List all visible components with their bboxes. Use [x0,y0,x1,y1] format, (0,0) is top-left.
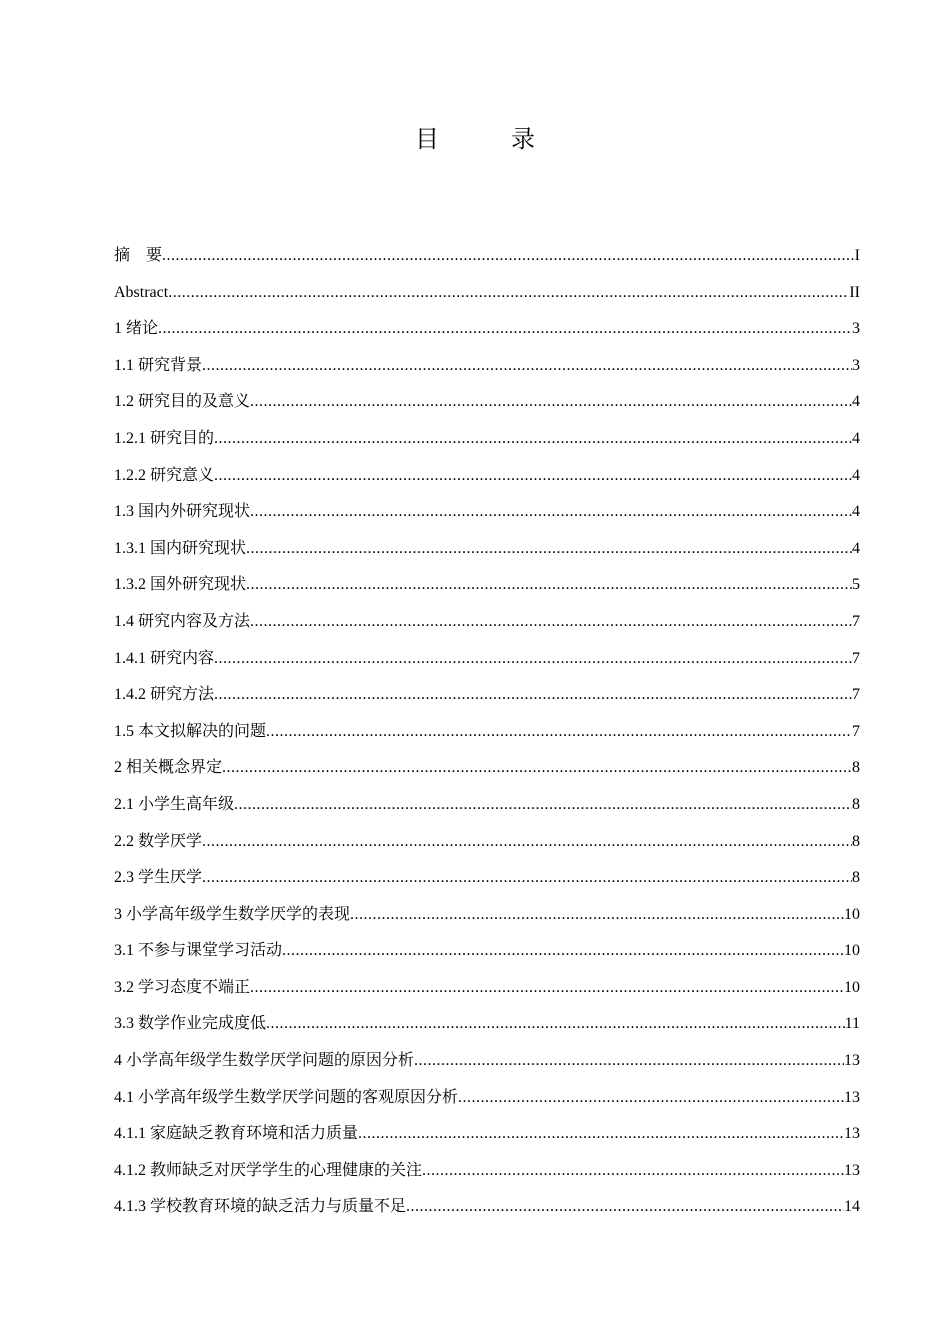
toc-dot-leader [162,244,855,268]
toc-title: 目 录 [415,127,559,153]
toc-entry-label: 4.1.1 家庭缺乏教育环境和活力质量 [114,1125,359,1143]
toc-dot-leader [358,1122,844,1146]
toc-entry[interactable] [114,976,860,1013]
toc-entry-label: 1 绪论 [114,320,159,338]
toc-entry-label: 1.3.2 国外研究现状 [114,576,247,594]
toc-entry[interactable] [114,464,860,501]
toc-entry-label: 摘 要 [114,247,163,264]
toc-entry-page: 4 [852,429,860,447]
toc-dot-leader [422,1159,844,1183]
toc-entry-page: 10 [844,942,860,960]
toc-entry-page: 11 [844,1015,860,1033]
toc-entry-label: 4.1.3 学校教育环境的缺乏活力与质量不足 [114,1198,407,1216]
toc-dot-leader [214,647,852,671]
toc-entry-label: 1.4 研究内容及方法 [114,612,251,630]
toc-entry-label: 1.2 研究目的及意义 [114,393,251,411]
toc-entry[interactable] [114,1049,860,1086]
toc-entry-page: 4 [852,503,860,521]
toc-dot-leader [414,1049,844,1073]
toc-entry-label: 1.4.2 研究方法 [114,686,215,704]
toc-entry[interactable] [114,1195,860,1232]
toc-entry[interactable] [114,1086,860,1123]
toc-entry[interactable] [114,427,860,464]
toc-entry-page: 4 [852,466,860,484]
toc-entry[interactable] [114,939,860,976]
toc-entry[interactable] [114,756,860,793]
toc-dot-leader [222,756,852,780]
toc-entry[interactable] [114,537,860,574]
toc-entry-page: 8 [852,869,860,887]
toc-dot-leader [214,427,852,451]
toc-entry-page: 7 [852,612,860,630]
toc-entry-label: 1.3.1 国内研究现状 [114,539,247,557]
toc-entry[interactable] [114,500,860,537]
toc-entry-label: 1.3 国内外研究现状 [114,503,251,521]
toc-entry-label: 1.2.1 研究目的 [114,429,215,447]
table-of-contents [114,244,860,1232]
toc-dot-leader [246,537,852,561]
toc-dot-leader [202,354,852,378]
toc-dot-leader [214,464,852,488]
toc-dot-leader [350,903,844,927]
toc-entry-page: I [854,247,860,264]
toc-dot-leader [250,500,852,524]
toc-entry-label: 4 小学高年级学生数学厌学问题的原因分析 [114,1052,415,1070]
toc-entry-page: 4 [852,393,860,411]
toc-entry[interactable] [114,793,860,830]
toc-entry-page: 13 [844,1161,860,1179]
toc-entry-label: 1.5 本文拟解决的问题 [114,722,267,740]
toc-entry-label: 4.1.2 教师缺乏对厌学学生的心理健康的关注 [114,1161,423,1179]
toc-entry-label: 1.4.1 研究内容 [114,649,215,667]
toc-dot-leader [202,866,852,890]
toc-entry[interactable] [114,903,860,940]
toc-dot-leader [234,793,852,817]
toc-entry[interactable] [114,683,860,720]
toc-entry-label: 2.1 小学生高年级 [114,795,235,813]
toc-entry[interactable] [114,1012,860,1049]
toc-entry[interactable] [114,573,860,610]
toc-dot-leader [168,281,849,305]
toc-entry-label: 3.2 学习态度不端正 [114,978,251,996]
toc-entry-label: 2.2 数学厌学 [114,832,203,850]
toc-dot-leader [282,939,844,963]
toc-dot-leader [458,1086,844,1110]
toc-dot-leader [250,976,844,1000]
toc-entry-page: 13 [844,1052,860,1070]
toc-dot-leader [266,720,852,744]
toc-entry-label: Abstract [114,283,169,301]
toc-entry-label: 4.1 小学高年级学生数学厌学问题的客观原因分析 [114,1088,459,1106]
toc-entry[interactable] [114,866,860,903]
toc-entry-label: 3.3 数学作业完成度低 [114,1015,267,1033]
toc-entry[interactable] [114,1122,860,1159]
toc-entry-page: 13 [844,1088,860,1106]
toc-dot-leader [266,1012,845,1036]
toc-entry[interactable] [114,317,860,354]
toc-entry[interactable] [114,281,860,318]
toc-entry-label: 2.3 学生厌学 [114,869,203,887]
toc-entry-page: 3 [852,320,860,338]
toc-entry-page: 7 [852,722,860,740]
toc-entry-page: 7 [852,649,860,667]
toc-dot-leader [246,573,852,597]
toc-entry-label: 1.2.2 研究意义 [114,466,215,484]
toc-dot-leader [202,830,852,854]
toc-entry-page: 8 [852,832,860,850]
toc-dot-leader [250,610,852,634]
toc-entry-label: 2 相关概念界定 [114,759,223,777]
toc-entry-page: 5 [852,576,860,594]
toc-entry-page: 10 [844,978,860,996]
toc-entry-page: 10 [844,905,860,923]
toc-dot-leader [214,683,852,707]
toc-entry[interactable] [114,244,860,281]
toc-entry-page: 8 [852,759,860,777]
toc-dot-leader [250,390,852,414]
toc-entry[interactable] [114,647,860,684]
toc-entry-page: 13 [844,1125,860,1143]
toc-entry-label: 1.1 研究背景 [114,356,203,374]
toc-entry[interactable] [114,390,860,427]
toc-entry-page: 3 [852,356,860,374]
toc-dot-leader [158,317,852,341]
toc-entry-label: 3 小学高年级学生数学厌学的表现 [114,905,351,923]
toc-dot-leader [406,1195,844,1219]
toc-entry-label: 3.1 不参与课堂学习活动 [114,942,283,960]
toc-entry[interactable] [114,830,860,867]
toc-entry[interactable] [114,720,860,757]
toc-entry-page: 4 [852,539,860,557]
toc-entry[interactable] [114,354,860,391]
toc-entry-page: 8 [852,795,860,813]
toc-entry-page: 14 [844,1198,860,1216]
toc-entry[interactable] [114,610,860,647]
toc-entry-page: II [849,283,860,301]
toc-entry[interactable] [114,1159,860,1196]
toc-entry-page: 7 [852,686,860,704]
